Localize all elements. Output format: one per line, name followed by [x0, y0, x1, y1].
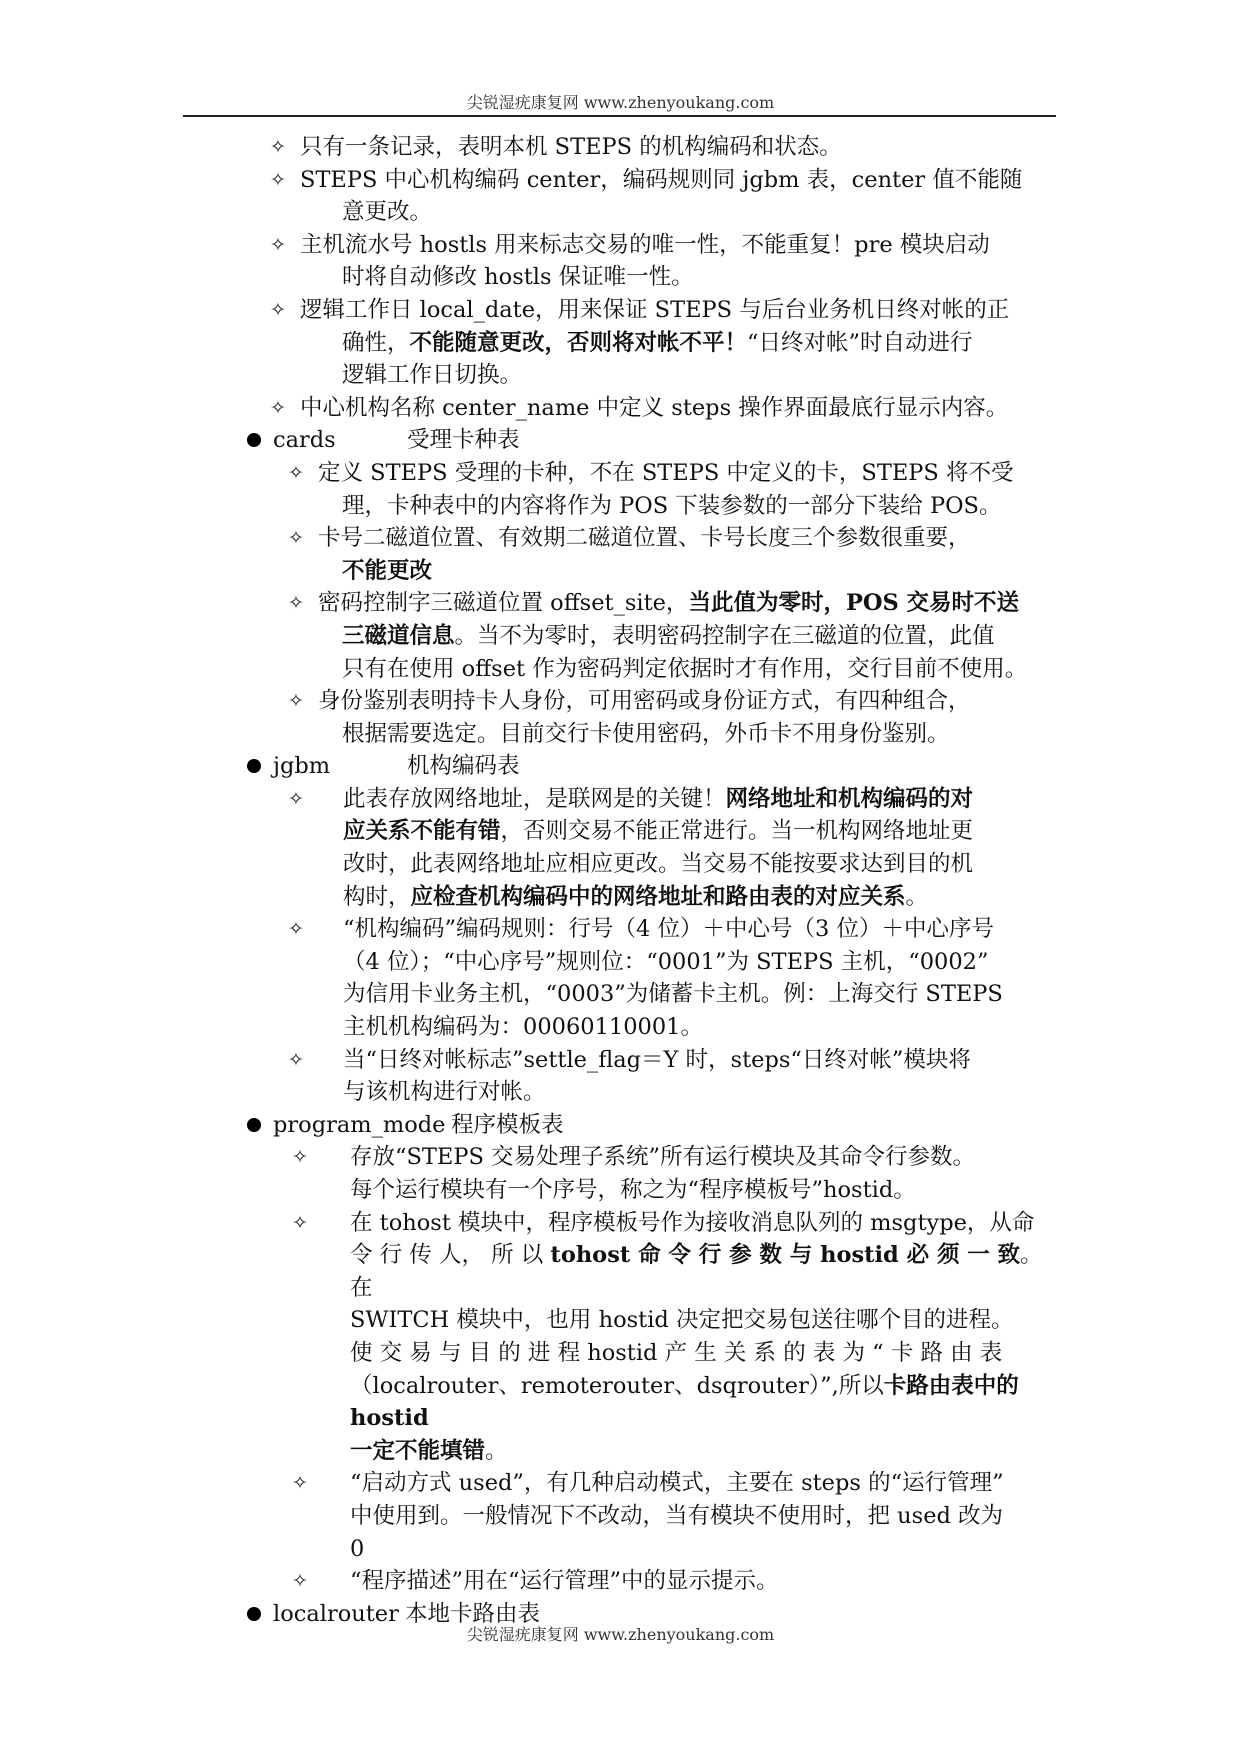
list-item: ✧ 存放“STEPS 交易处理子系统”所有运行模块及其命令行参数。 每个运行模块有一个序号，称之为“程序模板号”hostid。	[350, 1141, 1051, 1206]
diamond-star-icon: ✧	[270, 168, 286, 191]
list-item: ✧ 密码控制字三磁道位置 offset_site，当此值为零时，POS 交易时不送 三磁道信息。当不为零时，表明密码控制字在三磁道的位置，此值 只有在使用 offset 作为密码判定依据时才有作用，交行目前不使用。	[318, 587, 1051, 685]
list-item: ✧ 只有一条记录，表明本机 STEPS 的机构编码和状态。	[300, 131, 1051, 164]
header-rule	[183, 115, 1056, 117]
table-heading-localrouter: localrouter 本地卡路由表	[273, 1598, 1241, 1631]
list-item: ✧ “程序描述”用在“运行管理”中的显示提示。	[350, 1565, 1051, 1598]
black-circle-icon	[247, 1607, 261, 1621]
diamond-star-icon: ✧	[270, 396, 286, 419]
diamond-star-icon: ✧	[288, 787, 304, 810]
list-item: ✧ “启动方式 used”，有几种启动模式，主要在 steps 的“运行管理” 中使用到。一般情况下不改动，当有模块不使用时，把 used 改为 0	[350, 1467, 1051, 1565]
list-item: ✧ 身份鉴别表明持卡人身份，可用密码或身份证方式，有四种组合， 根据需要选定。目前交行卡使用密码，外币卡不用身份鉴别。	[318, 685, 1051, 750]
diamond-star-icon: ✧	[270, 233, 286, 256]
table-heading-jgbm: jgbm 机构编码表	[273, 750, 1241, 783]
list-item: ✧ 在 tohost 模块中，程序模板号作为接收消息队列的 msgtype，从命 令 行 传 人， 所 以 tohost 命 令 行 参 数 与 hostid 必 须 一 致。 在 SWITCH 模块中，也用 hostid 决定把交易包送往哪个目的进程。 使 交 易 与 目 的 进 程 hostid 产 生 关 系 的 表 为 “ 卡 路 由 表 （localrouter、remoterouter、dsqrouter）”,所以卡路由表中的 hostid 一定不能填错。	[350, 1207, 1051, 1468]
list-item: ✧ 此表存放网络地址，是联网是的关键！网络地址和机构编码的对 应关系不能有错，否则交易不能正常进行。当一机构网络地址更 改时，此表网络地址应相应更改。当交易不能按要求达到目的机 构时，应检查机构编码中的网络地址和路由表的对应关系。	[343, 783, 1051, 913]
diamond-star-icon: ✧	[288, 690, 304, 713]
black-circle-icon	[247, 433, 261, 447]
diamond-star-icon: ✧	[270, 136, 286, 158]
diamond-star-icon: ✧	[288, 461, 304, 484]
list-item: ✧ 逻辑工作日 local_date，用来保证 STEPS 与后台业务机日终对帐的正 确性，不能随意更改，否则将对帐不平！“日终对帐”时自动进行 逻辑工作日切换。	[300, 294, 1051, 392]
list-item: ✧ 当“日终对帐标志”settle_flag＝Y 时，steps“日终对帐”模块将 与该机构进行对帐。	[343, 1044, 1051, 1109]
diamond-star-icon: ✧	[292, 1570, 308, 1593]
list-item: ✧ 卡号二磁道位置、有效期二磁道位置、卡号长度三个参数很重要， 不能更改	[318, 522, 1051, 587]
diamond-star-icon: ✧	[270, 298, 286, 321]
diamond-star-icon: ✧	[288, 1048, 304, 1071]
list-item: ✧ 中心机构名称 center_name 中定义 steps 操作界面最底行显示内容。	[300, 392, 1051, 425]
table-heading-program-mode: program_mode 程序模板表	[273, 1109, 1241, 1142]
page-header: 尖锐湿疣康复网 www.zhenyoukang.com	[466, 93, 775, 112]
diamond-star-icon: ✧	[292, 1211, 308, 1234]
diamond-star-icon: ✧	[292, 1146, 308, 1169]
diamond-star-icon: ✧	[288, 592, 304, 615]
page-footer: 尖锐湿疣康复网 www.zhenyoukang.com	[466, 1625, 775, 1644]
list-item: ✧ “机构编码”编码规则：行号（4 位）＋中心号（3 位）＋中心序号 （4 位）；“中心序号”规则位：“0001”为 STEPS 主机，“0002” 为信用卡业务主机，“0003”为储蓄卡主机。例：上海交行 STEPS 主机机构编码为：00060110001。	[343, 913, 1051, 1043]
diamond-star-icon: ✧	[292, 1472, 308, 1495]
table-heading-cards: cards 受理卡种表	[273, 424, 1241, 457]
list-item: ✧ 定义 STEPS 受理的卡种，不在 STEPS 中定义的卡，STEPS 将不受 理，卡种表中的内容将作为 POS 下装参数的一部分下装给 POS。	[318, 457, 1051, 522]
black-circle-icon	[247, 1118, 261, 1132]
black-circle-icon	[247, 759, 261, 773]
list-item: ✧ STEPS 中心机构编码 center，编码规则同 jgbm 表，center 值不能随 意更改。	[300, 164, 1051, 229]
diamond-star-icon: ✧	[288, 527, 304, 550]
list-item: ✧ 主机流水号 hostls 用来标志交易的唯一性，不能重复！pre 模块启动 时将自动修改 hostls 保证唯一性。	[300, 229, 1051, 294]
diamond-star-icon: ✧	[288, 918, 304, 941]
document-body	[0, 131, 1241, 1630]
